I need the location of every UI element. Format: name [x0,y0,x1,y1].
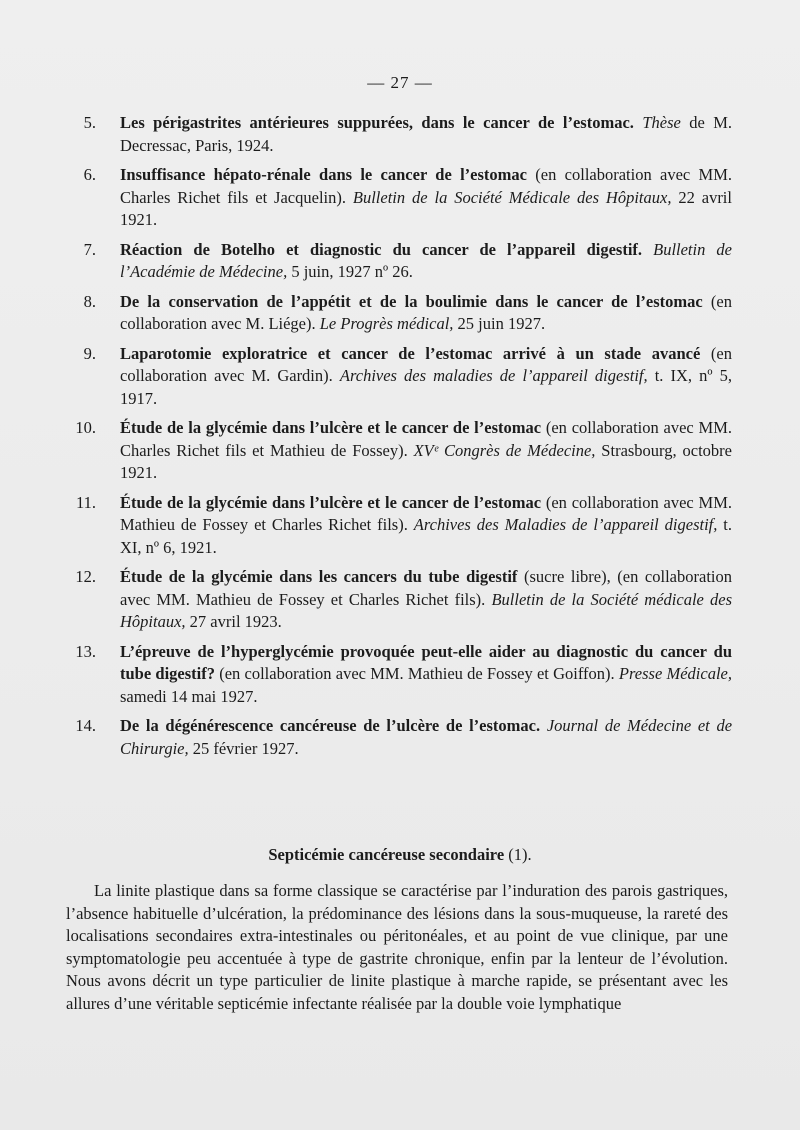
reference-item [72,112,732,157]
reference-item [72,715,732,760]
reference-source: Bulletin de l’Académie de Médecine, [120,239,732,281]
reference-number: 14. [75,716,96,735]
reference-title: De la conservation de l’appétit et de la boulimie dans le cancer de l’estomac [120,291,703,311]
reference-source: Bulletin de la Société médicale des Hôpitaux, [120,589,732,631]
reference-source: Le Progrès médical, [319,314,454,333]
reference-source: Presse Médicale, [618,664,732,683]
body-paragraph: La linite plastique dans sa forme classique se caractérise par l’induration des parois gastriques, l’absence habituelle d’ulcération, la prédominance des lésions dans la sous-muqueuse, la rareté des localisations secondaires extra-intestinales ou péritonéales, et au point de vue clinique, par une symptomatologie peu accentuée à type de gastrite chronique, enfin par la lenteur de l’évolution. Nous avons décrit un type particulier de linite plastique à marche rapide, se présentant avec les allures d’une véritable septicémie infectante réalisée par la double voie lymphatique [66,881,728,1013]
section-title [0,845,800,865]
reference-date: de M. Decressac, Paris, 1924. [120,113,732,155]
reference-item [72,492,732,560]
reference-details: (en collaboration avec MM. Charles Richet fils et Jacquelin). [120,165,733,207]
reference-details: (en collaboration avec MM. Mathieu de Fossey et Charles Richet fils). [120,492,732,534]
reference-number: 5. [83,113,96,132]
reference-source: Journal de Médecine et de Chirurgie, [120,716,733,758]
reference-source: XVᵉ Congrès de Médecine, [413,440,596,460]
reference-source: Archives des Maladies de l’appareil digestif, [413,515,718,534]
reference-date: t. XI, nº 6, 1921. [120,515,732,557]
reference-details: (en collaboration avec M. Gardin). [120,343,732,385]
reference-number: 11. [75,492,96,512]
reference-date: 27 avril 1923. [185,612,282,631]
reference-title: Étude de la glycémie dans l’ulcère et le cancer de l’estomac [120,492,542,512]
reference-date: 22 avril 1921. [120,187,732,229]
reference-date: 25 février 1927. [188,738,299,758]
reference-title: De la dégénérescence cancéreuse de l’ulcère de l’estomac. [120,716,541,735]
reference-item [72,343,732,411]
reference-number: 6. [83,165,96,184]
reference-number: 13. [75,641,96,661]
reference-source: Bulletin de la Société Médicale des Hôpitaux, [352,187,672,207]
footnote-marker: (1). [504,845,532,864]
reference-item [72,417,732,485]
reference-date: Strasbourg, octobre 1921. [120,440,732,482]
reference-details [642,240,653,259]
reference-item [72,291,732,336]
reference-title: Réaction de Botelho et diagnostic du cancer de l’appareil digestif. [120,239,643,259]
reference-item [72,641,732,709]
reference-title: Étude de la glycémie dans l’ulcère et le cancer de l’estomac [120,418,542,437]
reference-title: Étude de la glycémie dans les cancers du tube digestif [120,567,518,586]
reference-details: (sucre libre), (en collaboration avec MM. Mathieu de Fossey et Charles Richet fils). [120,567,732,609]
reference-details: (en collaboration avec MM. Charles Richet fils et Mathieu de Fossey). [120,418,732,460]
reference-number: 7. [83,239,96,259]
reference-title: Insuffisance hépato-rénale dans le cancer de l’estomac [120,165,527,184]
reference-details [540,716,547,735]
reference-number: 10. [75,418,96,437]
reference-item [72,566,732,634]
reference-title: Les périgastrites antérieures suppurées, dans le cancer de l’estomac. [120,113,634,132]
reference-list [72,112,732,767]
reference-source: Archives des maladies de l’appareil digestif, [339,366,648,385]
reference-date: 5 juin, 1927 nº 26. [287,262,413,281]
reference-title: L’épreuve de l’hyperglycémie provoquée peut-elle aider au diagnostic du cancer du tube digestif? [120,641,732,683]
section-title-text: Septicémie cancéreuse secondaire [268,845,505,864]
reference-number: 8. [83,291,96,311]
reference-source: Thèse [642,113,681,132]
reference-date: t. IX, nº 5, 1917. [120,366,732,408]
reference-title: Laparotomie exploratrice et cancer de l’estomac arrivé à un stade avancé [120,343,701,363]
reference-item [72,239,732,284]
reference-item [72,164,732,232]
reference-details: (en collaboration avec MM. Mathieu de Fossey et Goiffon). [214,664,619,683]
reference-number: 12. [75,567,96,586]
reference-date: samedi 14 mai 1927. [120,686,258,706]
reference-date: 25 juin 1927. [453,314,546,333]
page-number: — 27 — [367,73,433,92]
reference-number: 9. [83,343,96,363]
reference-details: (en collaboration avec M. Liége). [120,291,732,333]
